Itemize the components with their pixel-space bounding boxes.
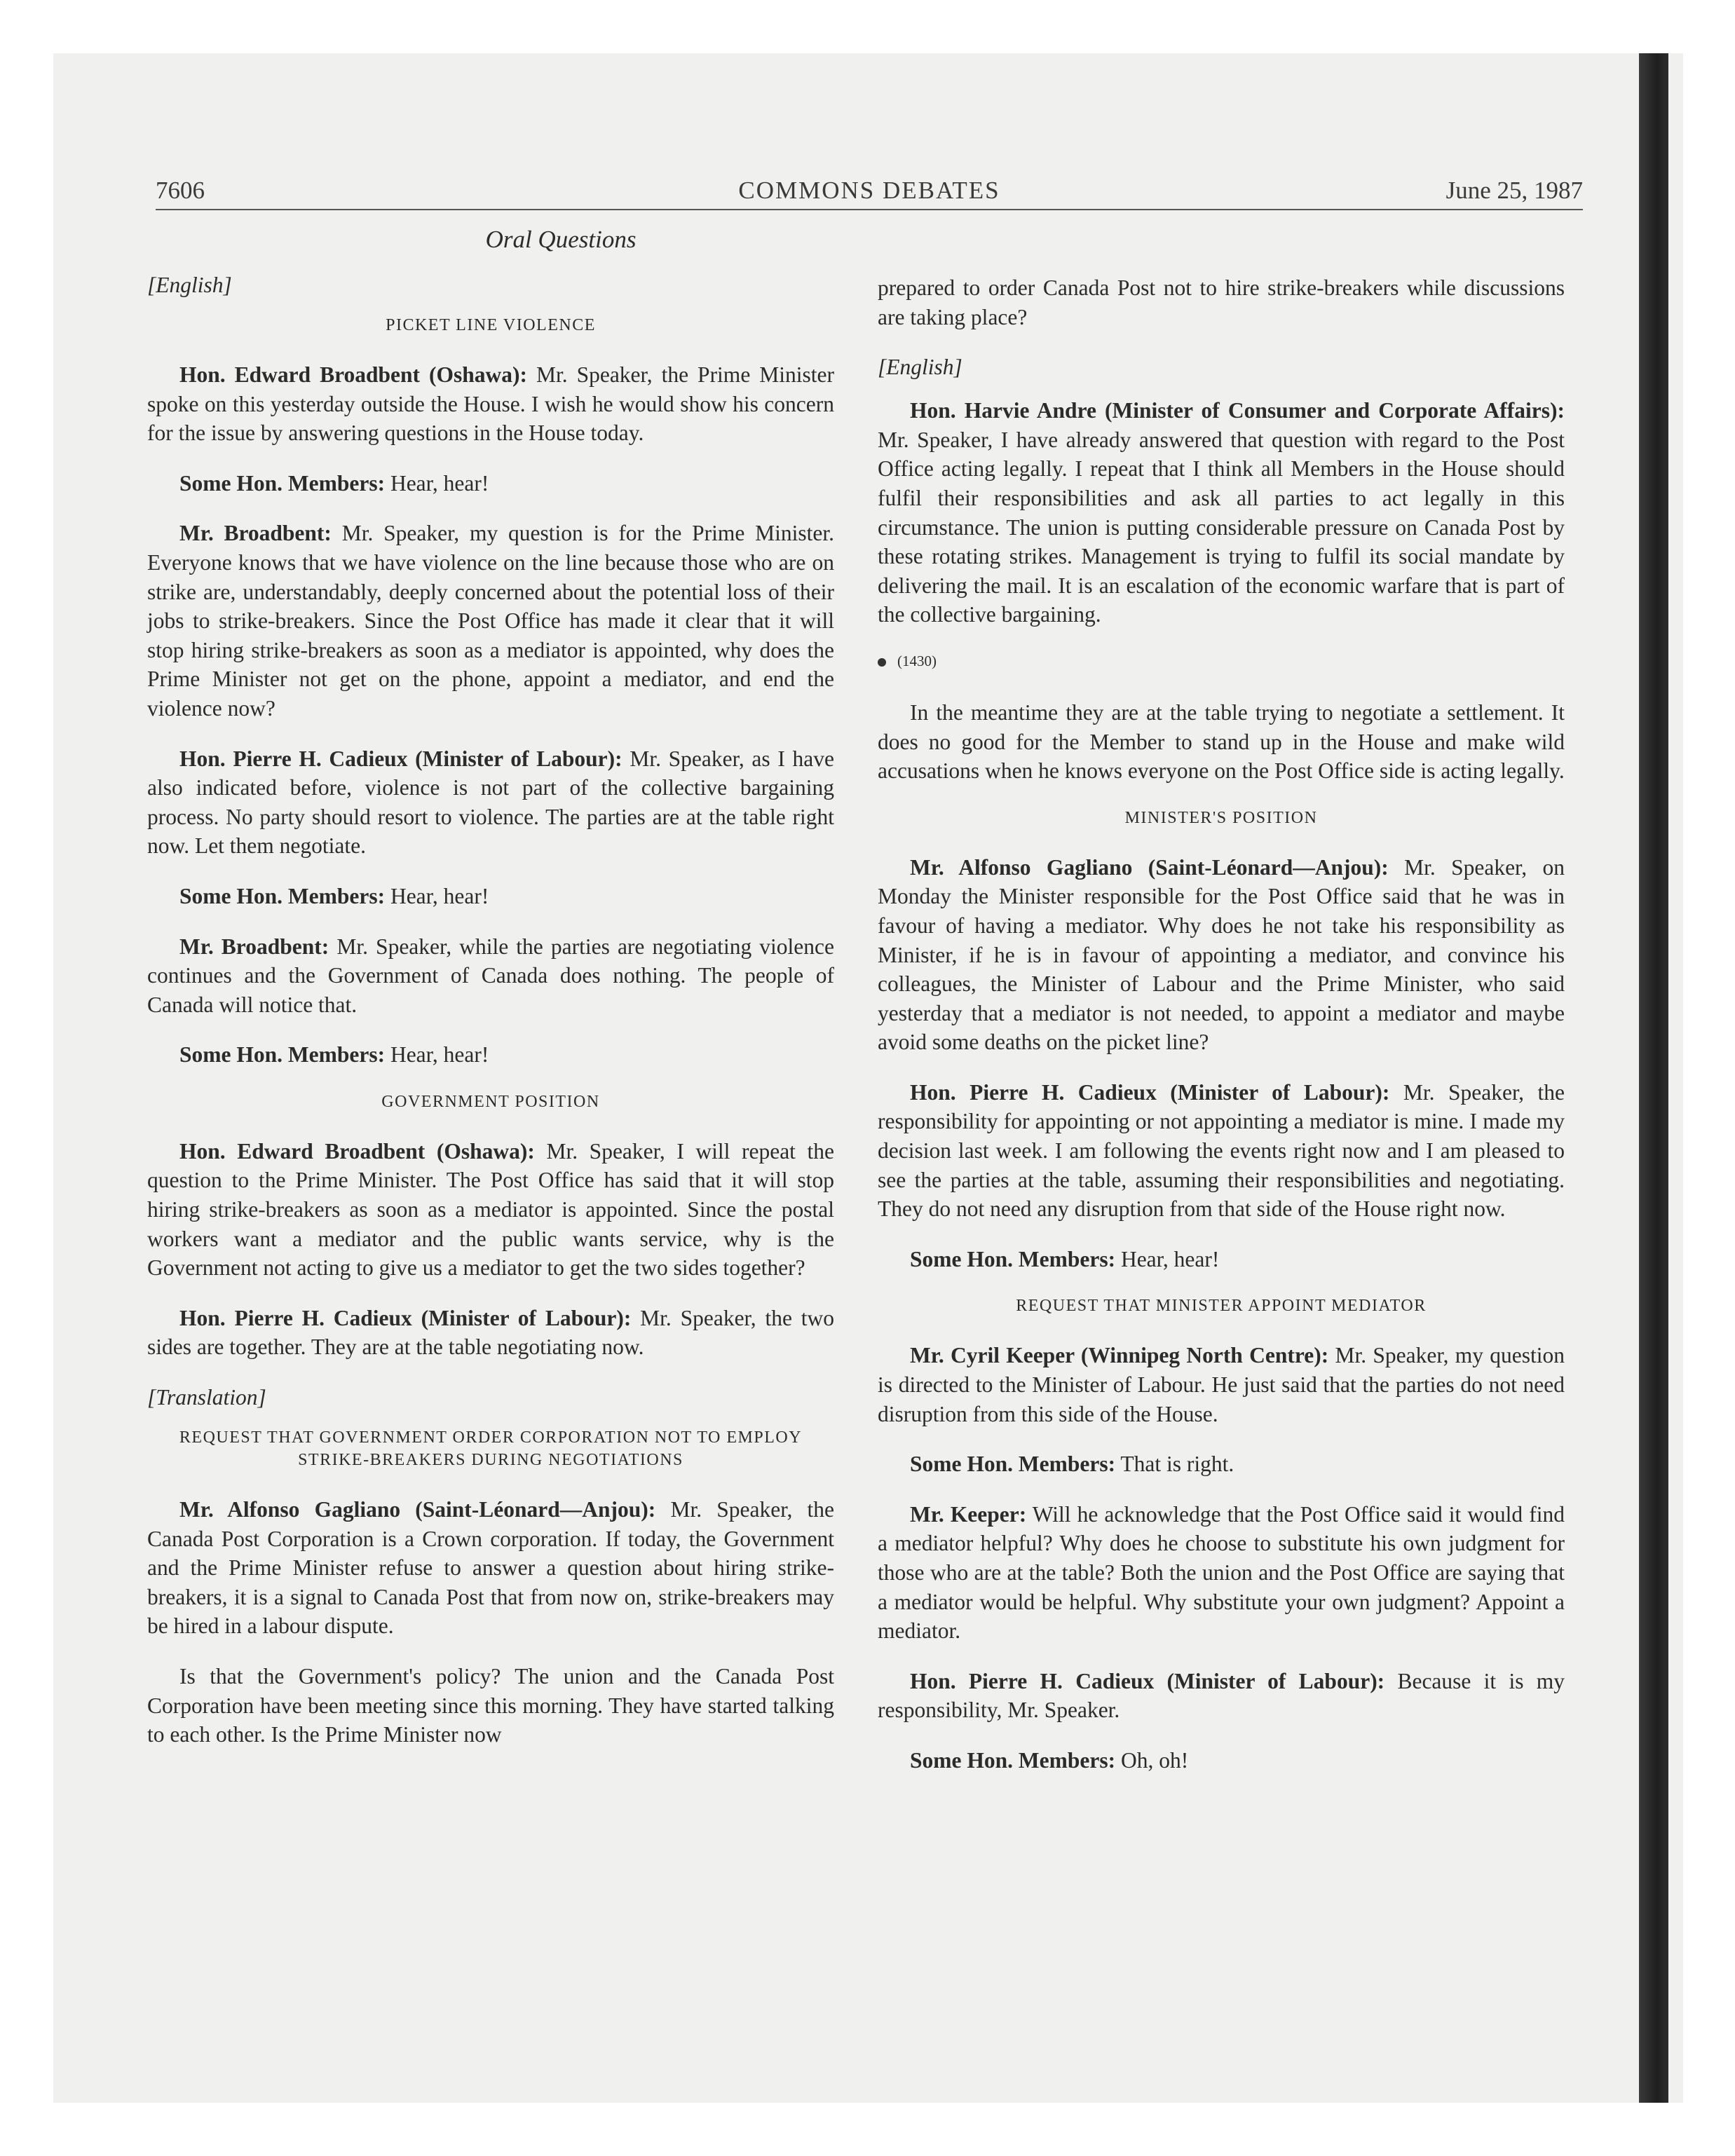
speech-text: Mr. Speaker, the Canada Post Corporation is a Crown corporation. If today, the Government and the Prime Minister refuse to answer a question about hiring strike-breakers, it is a signal to Canada Post that from now on, strike-breakers may be hired in a labour dispute. bbox=[147, 1497, 834, 1639]
speaker: Hon. Pierre H. Cadieux (Minister of Labour): bbox=[179, 1305, 632, 1330]
speech-text: Mr. Speaker, I have already answered that question with regard to the Post Office acting legally. I repeat that I think all Members in the House should fulfil their responsibilities and ask all parties to act legally in this circumstance. The union is putting considerable pressure on Canada Post by these rotating strikes. Management is trying to fulfil its social mandate by delivering the mail. It is an escalation of the economic warfare that is part of the collective bargaining. bbox=[878, 427, 1565, 627]
publication-title: COMMONS DEBATES bbox=[738, 177, 1000, 204]
speech-paragraph bbox=[878, 396, 1565, 629]
speech-text: Hear, hear! bbox=[385, 883, 489, 908]
section-heading: REQUEST THAT GOVERNMENT ORDER CORPORATION NOT TO EMPLOY STRIKE-BREAKERS DURING NEGOTIATIONS bbox=[179, 1428, 803, 1470]
speech-text: Will he acknowledge that the Post Office said it would find a mediator helpful? Why does he choose to substitute his own judgment for those who are at the table? Both the union and the Post Office are saying that a mediator would be helpful. Why substitute your own judgment? Appoint a mediator. bbox=[878, 1501, 1565, 1644]
speech-text: Mr. Speaker, my question is directed to the Minister of Labour. He just said that the parties do not need disruption from this side of the House. bbox=[878, 1343, 1565, 1426]
speech-paragraph bbox=[147, 1495, 834, 1641]
speaker: Some Hon. Members: bbox=[910, 1246, 1116, 1271]
page-header bbox=[156, 177, 1583, 210]
speech-paragraph bbox=[147, 1040, 834, 1070]
speaker: Hon. Pierre H. Cadieux (Minister of Labour): bbox=[179, 746, 622, 771]
speech-text: Mr. Speaker, while the parties are negotiating violence continues and the Government of Canada does nothing. The people of Canada will notice that. bbox=[147, 934, 834, 1017]
speech-paragraph bbox=[878, 698, 1565, 786]
speech-text: Mr. Speaker, the Prime Minister spoke on this yesterday outside the House. I wish he would show his concern for the issue by answering questions in the House today. bbox=[147, 362, 835, 446]
speech-text: Mr. Speaker, as I have also indicated before, violence is not part of the collective bargaining process. No party should resort to violence. The parties are at the table right now. Let them negotiate. bbox=[147, 746, 834, 859]
speech-text: Oh, oh! bbox=[1115, 1747, 1189, 1773]
speech-paragraph bbox=[878, 273, 1565, 332]
speech-paragraph bbox=[147, 469, 834, 498]
page-number: 7606 bbox=[156, 177, 205, 204]
speech-text: Mr. Speaker, on Monday the Minister responsible for the Post Office said that he was in favour of having a mediator. Why does he not take his responsibility as Minister, if he is in favour of appointing a mediator, and convince his colleagues, the Minister of Labour and the Prime Minister, who said yesterday that a mediator is not needed, to appoint a mediator and maybe avoid some deaths on the picket line? bbox=[878, 854, 1565, 1055]
binding-edge bbox=[1639, 53, 1668, 2103]
language-note: [English] bbox=[878, 355, 962, 380]
running-head: Oral Questions bbox=[485, 226, 637, 253]
speech-paragraph bbox=[147, 1662, 834, 1749]
speech-text: Because it is my responsibility, Mr. Speaker. bbox=[878, 1668, 1565, 1723]
speech-paragraph bbox=[878, 1341, 1565, 1428]
speech-paragraph bbox=[878, 1245, 1565, 1274]
bullet-icon bbox=[878, 658, 886, 667]
time-marker bbox=[878, 650, 1565, 671]
speech-paragraph bbox=[147, 932, 834, 1020]
speaker: Mr. Alfonso Gagliano (Saint-Léonard—Anjou): bbox=[179, 1497, 656, 1522]
speech-paragraph bbox=[147, 1304, 834, 1362]
speaker: Hon. Harvie Andre (Minister of Consumer and Corporate Affairs): bbox=[910, 398, 1565, 423]
section-heading: PICKET LINE VIOLENCE bbox=[386, 316, 596, 334]
speaker: Hon. Pierre H. Cadieux (Minister of Labour): bbox=[910, 1079, 1390, 1105]
speech-text: Hear, hear! bbox=[1115, 1246, 1220, 1271]
speech-text: Hear, hear! bbox=[385, 470, 489, 496]
speaker: Some Hon. Members: bbox=[179, 470, 386, 496]
speech-paragraph bbox=[878, 1667, 1565, 1725]
speaker: Mr. Keeper: bbox=[910, 1501, 1027, 1527]
header-rule bbox=[156, 209, 1583, 210]
language-note: [English] bbox=[147, 273, 232, 297]
speech-paragraph bbox=[147, 744, 834, 861]
publication-date: June 25, 1987 bbox=[1445, 177, 1583, 204]
speaker: Mr. Broadbent: bbox=[179, 934, 329, 959]
speaker: Hon. Edward Broadbent (Oshawa): bbox=[179, 362, 528, 387]
speech-text: In the meantime they are at the table trying to negotiate a settlement. It does no good for the Member to stand up in the House and make wild accusations when he knows everyone on the Post Office side is acting legally. bbox=[878, 700, 1565, 784]
speech-paragraph bbox=[878, 1746, 1565, 1775]
speaker: Hon. Pierre H. Cadieux (Minister of Labour): bbox=[910, 1668, 1385, 1693]
speech-text: Hear, hear! bbox=[385, 1042, 489, 1067]
section-heading: MINISTER'S POSITION bbox=[1124, 808, 1318, 827]
speech-text: Mr. Speaker, the two sides are together. They are at the table negotiating now. bbox=[147, 1305, 834, 1360]
speech-text: Mr. Speaker, my question is for the Prime Minister. Everyone knows that we have violence on the line because those who are on strike are, understandably, deeply concerned about the potential loss of their jobs to strike-breakers. Since the Post Office has made it clear that it will stop hiring strike-breakers as soon as a mediator is appointed, why does the Prime Minister not get on the phone, appoint a mediator, and end the violence now? bbox=[147, 521, 834, 721]
speech-text: Mr. Speaker, the responsibility for appointing or not appointing a mediator is mine. I made my decision last week. I am following the events right now and I am pleased to see the parties at the table, assuming their responsibilities and negotiating. They do not need any disruption from that side of the House right now. bbox=[878, 1079, 1565, 1222]
speech-paragraph bbox=[147, 360, 834, 448]
speaker: Mr. Broadbent: bbox=[179, 521, 332, 546]
speaker: Some Hon. Members: bbox=[910, 1452, 1116, 1477]
language-note: [Translation] bbox=[147, 1385, 266, 1410]
speech-paragraph bbox=[147, 882, 834, 911]
speaker: Mr. Alfonso Gagliano (Saint-Léonard—Anjou): bbox=[910, 854, 1389, 880]
speech-text: Mr. Speaker, I will repeat the question to the Prime Minister. The Post Office has said that it will stop hiring strike-breakers as soon as a mediator is appointed. Since the postal workers want a mediator and the public wants service, why is the Government not acting to give us a mediator to get the two sides together? bbox=[147, 1138, 834, 1281]
right-column bbox=[878, 273, 1565, 1796]
speech-text: Is that the Government's policy? The union and the Canada Post Corporation have been meeting since this morning. They have started talking to each other. Is the Prime Minister now bbox=[147, 1664, 834, 1747]
speech-paragraph bbox=[147, 1137, 834, 1283]
speaker: Some Hon. Members: bbox=[179, 883, 386, 908]
speech-text: That is right. bbox=[1115, 1452, 1234, 1477]
speech-paragraph bbox=[878, 1449, 1565, 1479]
speech-paragraph bbox=[878, 1500, 1565, 1646]
speech-paragraph bbox=[878, 853, 1565, 1057]
speaker: Some Hon. Members: bbox=[179, 1042, 386, 1067]
section-heading: REQUEST THAT MINISTER APPOINT MEDIATOR bbox=[1016, 1297, 1427, 1316]
speech-text: prepared to order Canada Post not to hire strike-breakers while discussions are taking place? bbox=[878, 275, 1565, 329]
speaker: Some Hon. Members: bbox=[910, 1747, 1116, 1773]
speech-paragraph bbox=[878, 1078, 1565, 1224]
time-stamp: (1430) bbox=[897, 652, 937, 669]
speaker: Hon. Edward Broadbent (Oshawa): bbox=[179, 1138, 535, 1164]
left-column bbox=[147, 223, 834, 1770]
speaker: Mr. Cyril Keeper (Winnipeg North Centre): bbox=[910, 1343, 1329, 1368]
speech-paragraph bbox=[147, 519, 834, 723]
section-heading: GOVERNMENT POSITION bbox=[381, 1092, 600, 1111]
